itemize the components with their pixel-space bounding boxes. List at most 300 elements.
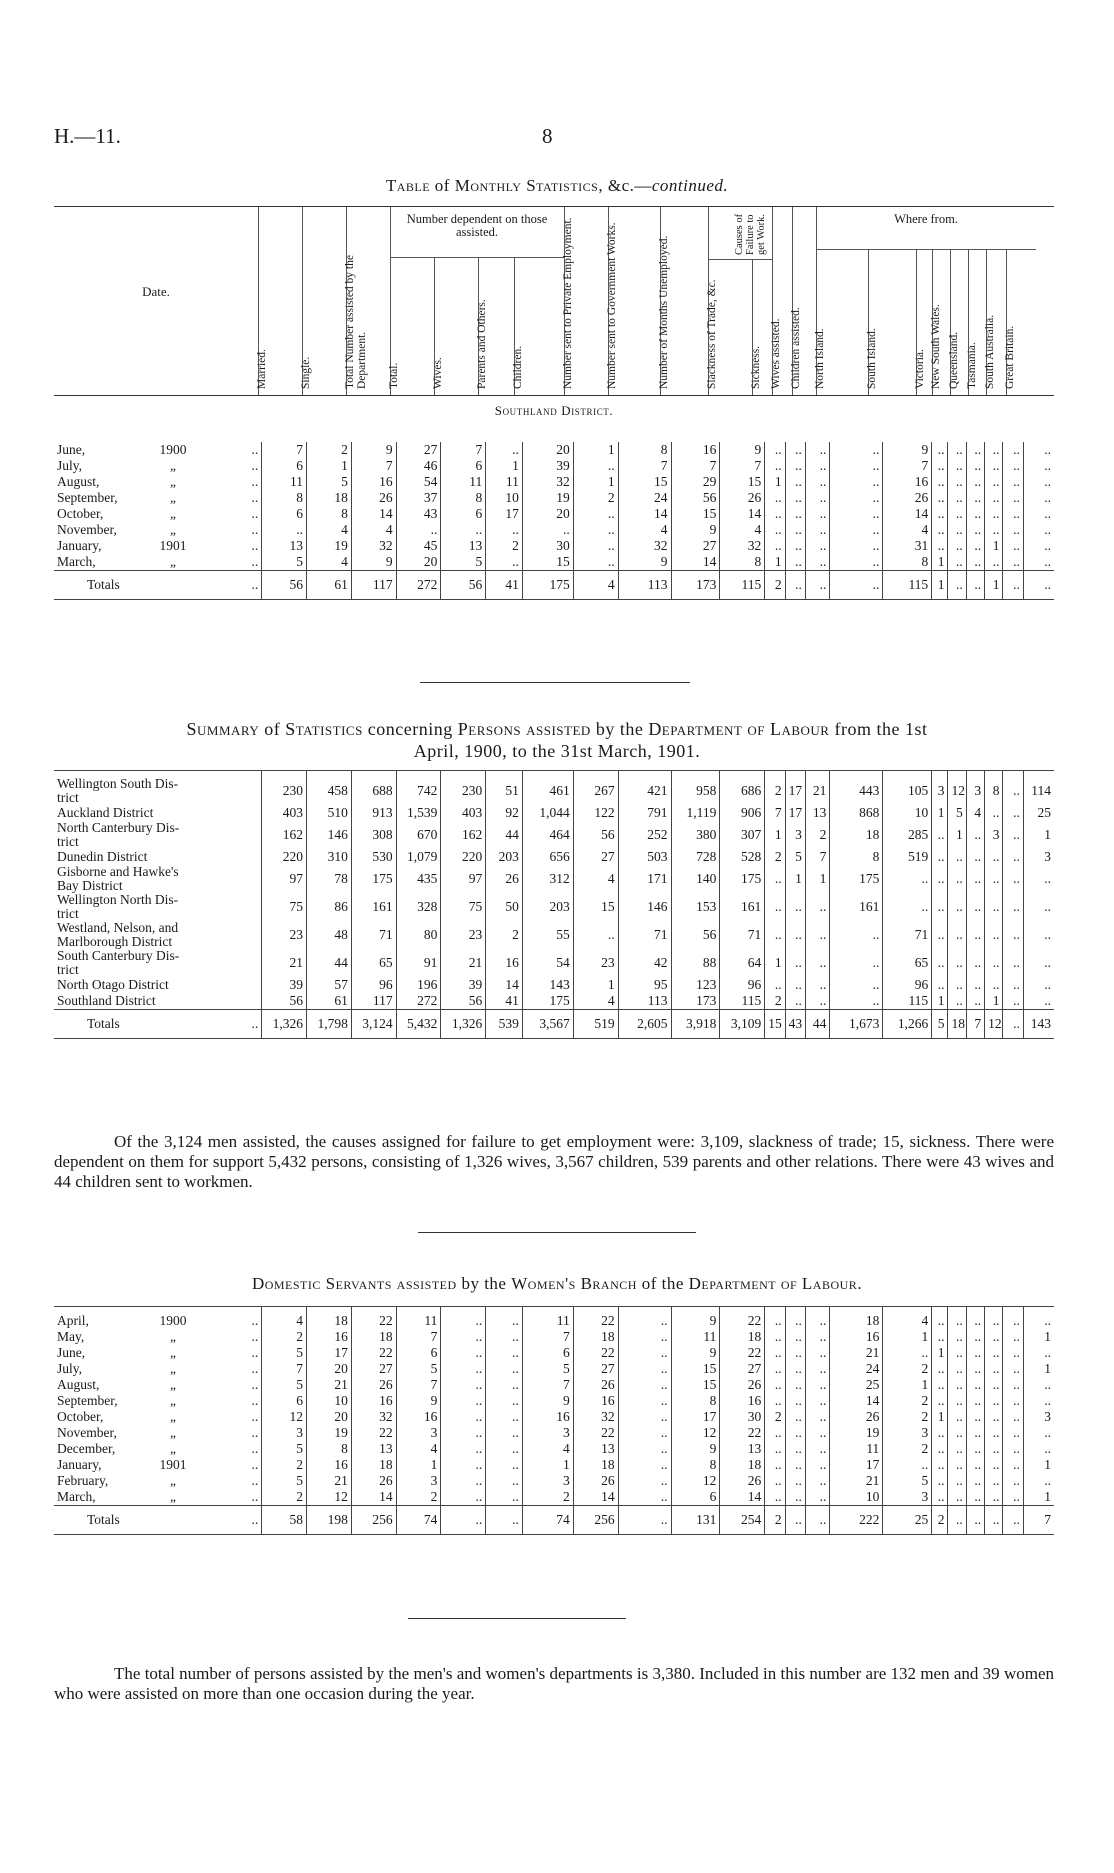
row-label: March, „ .. xyxy=(54,554,262,571)
table-cell: 1 xyxy=(573,474,618,490)
table-cell: .. xyxy=(985,1307,1003,1330)
header-label: Wives. xyxy=(432,357,444,389)
table-cell: 61 xyxy=(307,571,352,600)
table-cell: .. xyxy=(262,522,307,538)
table-cell: 7 xyxy=(396,1377,441,1393)
table-cell: 2 xyxy=(765,771,785,806)
table-cell: .. xyxy=(966,1393,984,1409)
row-label: Southland District xyxy=(54,993,262,1010)
table-cell: 4 xyxy=(618,522,671,538)
table-cell: .. xyxy=(805,554,829,571)
table-cell: 8 xyxy=(307,506,352,522)
district-row xyxy=(54,893,1054,921)
table-cell: .. xyxy=(765,522,785,538)
table-cell: .. xyxy=(932,474,948,490)
table-cell: .. xyxy=(805,1377,829,1393)
table-cell: .. xyxy=(1003,949,1023,977)
table-cell: 958 xyxy=(671,771,720,806)
table-cell: 21 xyxy=(805,771,829,806)
row-label: July, „ .. xyxy=(57,1361,259,1376)
table-cell: 16 xyxy=(573,1393,618,1409)
table-cell: 2 xyxy=(765,571,785,600)
table-cell: .. xyxy=(618,1473,671,1489)
table-cell: 2 xyxy=(486,921,523,949)
table-cell: 15 xyxy=(618,474,671,490)
table-cell: 222 xyxy=(830,1506,883,1535)
table-cell: 9 xyxy=(396,1393,441,1409)
divider xyxy=(418,1232,696,1233)
table-cell: 30 xyxy=(522,538,573,554)
table-cell: .. xyxy=(765,490,785,506)
table-cell: .. xyxy=(985,1329,1003,1345)
month-row xyxy=(54,490,1054,506)
table-cell: 4 xyxy=(966,805,984,821)
table-cell: 220 xyxy=(441,849,486,865)
table-cell: .. xyxy=(966,893,984,921)
page-id: H.—11. xyxy=(54,124,121,148)
table-cell: 8 xyxy=(671,1457,720,1473)
table-cell: 310 xyxy=(307,849,352,865)
table-cell: 41 xyxy=(486,571,523,600)
table-cell: 1 xyxy=(805,865,829,893)
table-cell: 25 xyxy=(883,1506,932,1535)
month-row xyxy=(54,1457,1054,1473)
totals-row xyxy=(54,571,1054,600)
header-col-dep_total xyxy=(390,257,435,395)
table-cell: .. xyxy=(805,538,829,554)
table-cell: 13 xyxy=(441,538,486,554)
header-label: Great Britain. xyxy=(1004,325,1016,389)
table-cell: 17 xyxy=(486,506,523,522)
table-cell: 3,109 xyxy=(720,1010,765,1039)
table-cell: 9 xyxy=(671,522,720,538)
district-row xyxy=(54,865,1054,893)
table-cell: 54 xyxy=(522,949,573,977)
table-cell: .. xyxy=(785,893,805,921)
table-cell: .. xyxy=(966,1329,984,1345)
table-cell: .. xyxy=(573,538,618,554)
table-cell: 464 xyxy=(522,821,573,849)
table-cell: .. xyxy=(932,977,948,993)
table-cell: .. xyxy=(805,1489,829,1506)
table-cell: .. xyxy=(1003,506,1023,522)
table-cell: 7 xyxy=(262,1361,307,1377)
table-cell: .. xyxy=(932,1425,948,1441)
table-cell: .. xyxy=(985,554,1003,571)
table-cell: 4 xyxy=(262,1307,307,1330)
table-cell: 8 xyxy=(985,771,1003,806)
table-cell: .. xyxy=(830,554,883,571)
table-cell: .. xyxy=(1003,821,1023,849)
table-cell: 20 xyxy=(522,442,573,458)
table-cell: .. xyxy=(765,1393,785,1409)
table-cell: 153 xyxy=(671,893,720,921)
table-cell: .. xyxy=(1003,893,1023,921)
table-cell: 162 xyxy=(441,821,486,849)
table-cell: .. xyxy=(573,458,618,474)
table-cell: 56 xyxy=(671,490,720,506)
table-cell: 56 xyxy=(441,571,486,600)
table-cell: .. xyxy=(830,506,883,522)
table-cell: 10 xyxy=(307,1393,352,1409)
table-cell: 1,539 xyxy=(396,805,441,821)
table-cell: 7 xyxy=(966,1010,984,1039)
table-cell: .. xyxy=(1003,522,1023,538)
table-cell: 55 xyxy=(522,921,573,949)
table-cell: .. xyxy=(985,1441,1003,1457)
table-cell: .. xyxy=(618,1457,671,1473)
table-cell: .. xyxy=(785,1473,805,1489)
table-cell: .. xyxy=(966,1425,984,1441)
table-cell: 29 xyxy=(671,474,720,490)
table-cell: .. xyxy=(785,977,805,993)
table-cell: 2 xyxy=(486,538,523,554)
table-cell: .. xyxy=(785,1409,805,1425)
table-cell: .. xyxy=(441,1329,486,1345)
table-cell: .. xyxy=(932,1473,948,1489)
table-cell: .. xyxy=(948,949,966,977)
table-cell: .. xyxy=(985,474,1003,490)
table-cell: .. xyxy=(948,865,966,893)
table-cell: .. xyxy=(966,458,984,474)
table-cell: .. xyxy=(966,1377,984,1393)
table-cell: 15 xyxy=(671,1377,720,1393)
table-cell: 146 xyxy=(618,893,671,921)
table-cell: .. xyxy=(932,442,948,458)
table-cell: 256 xyxy=(573,1506,618,1535)
table-cell: .. xyxy=(1023,1345,1054,1361)
table-cell: 1 xyxy=(486,458,523,474)
table-cell: .. xyxy=(765,1329,785,1345)
table-cell: 1 xyxy=(883,1377,932,1393)
table-cell: 2 xyxy=(932,1506,948,1535)
table-cell: 272 xyxy=(396,571,441,600)
table-cell: 13 xyxy=(262,538,307,554)
table-cell: .. xyxy=(932,1329,948,1345)
table-cell: 14 xyxy=(883,506,932,522)
table-cell: .. xyxy=(1023,571,1054,600)
table-cell: 230 xyxy=(262,771,307,806)
table-cell: 21 xyxy=(307,1377,352,1393)
table-cell: 528 xyxy=(720,849,765,865)
table-cell: 5 xyxy=(307,474,352,490)
table-cell: 20 xyxy=(307,1409,352,1425)
table-cell: .. xyxy=(1003,1329,1023,1345)
table-cell: .. xyxy=(486,1473,523,1489)
table-cell: 22 xyxy=(351,1345,396,1361)
month-row xyxy=(54,1361,1054,1377)
table-cell: 4 xyxy=(573,865,618,893)
table-cell: .. xyxy=(486,1506,523,1535)
table-cell: 16 xyxy=(720,1393,765,1409)
table-cell: 17 xyxy=(785,771,805,806)
table-cell: 14 xyxy=(671,554,720,571)
table-cell: 8 xyxy=(720,554,765,571)
table-cell: .. xyxy=(966,474,984,490)
table-cell: 44 xyxy=(307,949,352,977)
table-cell: 1 xyxy=(948,821,966,849)
table-cell: 8 xyxy=(671,1393,720,1409)
table-cell: 8 xyxy=(830,849,883,865)
table-cell: .. xyxy=(1023,1377,1054,1393)
table-cell: 252 xyxy=(618,821,671,849)
table-cell: .. xyxy=(805,1457,829,1473)
table-cell: 24 xyxy=(830,1361,883,1377)
table-cell: 18 xyxy=(720,1457,765,1473)
table-cell: 39 xyxy=(441,977,486,993)
table-cell: 11 xyxy=(486,474,523,490)
table-cell: .. xyxy=(966,1441,984,1457)
table-cell: .. xyxy=(441,1473,486,1489)
table-cell: 906 xyxy=(720,805,765,821)
table-cell: .. xyxy=(932,1393,948,1409)
table-cell: 5 xyxy=(785,849,805,865)
table-cell: 143 xyxy=(1023,1010,1054,1039)
table-cell: .. xyxy=(805,522,829,538)
divider xyxy=(420,682,690,683)
header-col-wives xyxy=(434,257,479,395)
table-cell: .. xyxy=(1023,458,1054,474)
table-cell: 267 xyxy=(573,771,618,806)
table-cell: .. xyxy=(985,1506,1003,1535)
table-cell: .. xyxy=(966,571,984,600)
summary-paragraph: Of the 3,124 men assisted, the causes assigned for failure to get employment were: 3,109, slackness of trade; 15, sickness. There were dependent on them for support 5,432 persons, consisting of 1,326 wives, 3,567 children, 539 parents and other relations. There were 43 wives and 44 children sent to workmen. xyxy=(54,1132,1054,1191)
table-cell: .. xyxy=(1003,1473,1023,1489)
row-label: Gisborne and Hawke's Bay District xyxy=(57,865,179,893)
table-cell: 312 xyxy=(522,865,573,893)
table-cell: 1 xyxy=(932,805,948,821)
month-row xyxy=(54,1307,1054,1330)
table-cell: 9 xyxy=(671,1307,720,1330)
table-cell: 443 xyxy=(830,771,883,806)
table2-title xyxy=(0,718,1114,762)
table-cell: .. xyxy=(618,1409,671,1425)
header-dependent-group-edge xyxy=(390,207,391,257)
table-cell: .. xyxy=(765,458,785,474)
table-cell: 2 xyxy=(396,1489,441,1506)
table-cell: 27 xyxy=(671,538,720,554)
table-cell: 1,119 xyxy=(671,805,720,821)
table-cell: .. xyxy=(486,1489,523,1506)
table-cell: 143 xyxy=(522,977,573,993)
table-cell: .. xyxy=(948,1393,966,1409)
table-cell: 175 xyxy=(522,993,573,1010)
table-cell: .. xyxy=(932,893,948,921)
month-row xyxy=(54,1377,1054,1393)
table-cell: 41 xyxy=(486,993,523,1010)
table-cell: 175 xyxy=(522,571,573,600)
month-row xyxy=(54,1393,1054,1409)
table-cell: 96 xyxy=(351,977,396,993)
table-cell: .. xyxy=(932,921,948,949)
table-cell: 57 xyxy=(307,977,352,993)
table-cell: 43 xyxy=(396,506,441,522)
table-cell: .. xyxy=(1003,805,1023,821)
table-cell: .. xyxy=(1023,921,1054,949)
table-cell: .. xyxy=(805,1361,829,1377)
table-cell: 123 xyxy=(671,977,720,993)
summary-statistics-table xyxy=(54,770,1054,1039)
table-cell: 3 xyxy=(522,1425,573,1441)
table-cell: .. xyxy=(441,1361,486,1377)
table-cell: 21 xyxy=(307,1473,352,1489)
header-col-north_island xyxy=(816,249,869,395)
table-cell: .. xyxy=(486,1377,523,1393)
table-cell: .. xyxy=(932,458,948,474)
table-cell: .. xyxy=(948,1307,966,1330)
table-cell: .. xyxy=(1003,554,1023,571)
table-cell: 18 xyxy=(830,821,883,849)
table-cell: 12 xyxy=(671,1473,720,1489)
table-cell: 1 xyxy=(985,993,1003,1010)
table-cell: 1,266 xyxy=(883,1010,932,1039)
month-row xyxy=(54,538,1054,554)
table-cell: 16 xyxy=(307,1457,352,1473)
table-cell: .. xyxy=(1003,1393,1023,1409)
table-cell: .. xyxy=(966,554,984,571)
table-cell: 12 xyxy=(262,1409,307,1425)
table-cell: 8 xyxy=(307,1441,352,1457)
table-cell: 7 xyxy=(765,805,785,821)
table-cell: .. xyxy=(441,1457,486,1473)
month-row xyxy=(54,1489,1054,1506)
table-cell: .. xyxy=(785,571,805,600)
table-cell: .. xyxy=(785,1393,805,1409)
table-cell: .. xyxy=(1023,538,1054,554)
table-cell: 254 xyxy=(720,1506,765,1535)
table-cell: 791 xyxy=(618,805,671,821)
table-cell: 7 xyxy=(618,458,671,474)
table-cell: .. xyxy=(985,1457,1003,1473)
table-cell: 10 xyxy=(486,490,523,506)
table-cell: 26 xyxy=(573,1377,618,1393)
table-cell: .. xyxy=(1003,571,1023,600)
table-cell: 2 xyxy=(883,1361,932,1377)
table-cell: .. xyxy=(765,893,785,921)
table-cell: .. xyxy=(966,1345,984,1361)
table-cell: 26 xyxy=(720,490,765,506)
header-label: Number of Months Unemployed. xyxy=(658,235,670,389)
table-cell: 16 xyxy=(351,1393,396,1409)
table-cell: .. xyxy=(805,1307,829,1330)
table-cell: 1 xyxy=(765,554,785,571)
table-cell: .. xyxy=(785,949,805,977)
table-cell: 2 xyxy=(573,490,618,506)
table-cell: 198 xyxy=(307,1506,352,1535)
table-cell: 670 xyxy=(396,821,441,849)
table-cell: .. xyxy=(1023,1425,1054,1441)
table-cell: .. xyxy=(966,849,984,865)
table-cell: .. xyxy=(785,993,805,1010)
table-cell: 1,326 xyxy=(262,1010,307,1039)
header-label: Slackness of Trade, &c. xyxy=(706,279,718,389)
table-cell: .. xyxy=(985,490,1003,506)
table-cell: 146 xyxy=(307,821,352,849)
table-cell: 3 xyxy=(883,1425,932,1441)
table-cell: .. xyxy=(932,821,948,849)
table-cell: 9 xyxy=(671,1441,720,1457)
table-cell: 13 xyxy=(351,1441,396,1457)
header-label: Sickness. xyxy=(750,345,762,389)
header-label: South Australia. xyxy=(984,314,996,389)
table-cell: .. xyxy=(966,865,984,893)
table-cell: .. xyxy=(1023,1307,1054,1330)
table-cell: 742 xyxy=(396,771,441,806)
table-cell: 114 xyxy=(1023,771,1054,806)
header-causes-group xyxy=(708,209,772,257)
row-label: March, „ .. xyxy=(54,1489,262,1506)
table-cell: .. xyxy=(830,571,883,600)
table-cell: 3,918 xyxy=(671,1010,720,1039)
table-cell: 175 xyxy=(720,865,765,893)
table-cell: 27 xyxy=(573,849,618,865)
table-cell: 25 xyxy=(1023,805,1054,821)
table2-title-line1: Summary of Statistics concerning Persons assisted by the Department of Labour from the 1st xyxy=(186,719,928,739)
table1-title: Table of Monthly Statistics, &c.—continued. xyxy=(385,176,729,195)
header-label: Parents and Others. xyxy=(476,299,488,389)
table-cell: .. xyxy=(985,1345,1003,1361)
table-cell: 5,432 xyxy=(396,1010,441,1039)
table-cell: .. xyxy=(1003,921,1023,949)
table-cell: 5 xyxy=(262,1377,307,1393)
table-cell: 230 xyxy=(441,771,486,806)
header-dependent-group: Number dependent on those assisted. xyxy=(406,212,548,239)
table-cell: .. xyxy=(985,458,1003,474)
table-cell: .. xyxy=(1023,522,1054,538)
table-cell: .. xyxy=(785,1506,805,1535)
table-cell: .. xyxy=(985,805,1003,821)
table-cell: 5 xyxy=(883,1473,932,1489)
table-cell: 64 xyxy=(720,949,765,977)
table-cell: .. xyxy=(805,458,829,474)
table-cell: .. xyxy=(618,1361,671,1377)
table-cell: 113 xyxy=(618,993,671,1010)
table-cell: 3 xyxy=(396,1425,441,1441)
table-cell: 519 xyxy=(573,1010,618,1039)
table-cell: 56 xyxy=(441,993,486,1010)
table-cell: 65 xyxy=(883,949,932,977)
row-label: January, 1901 .. xyxy=(57,538,259,553)
table-cell: 5 xyxy=(948,805,966,821)
table-cell: .. xyxy=(948,554,966,571)
header-col-slackness xyxy=(708,259,753,395)
table-cell: .. xyxy=(765,1345,785,1361)
table-cell: .. xyxy=(805,506,829,522)
table-cell: 8 xyxy=(441,490,486,506)
table-cell: .. xyxy=(765,1361,785,1377)
table-cell: 20 xyxy=(396,554,441,571)
table-cell: 122 xyxy=(573,805,618,821)
table-cell: .. xyxy=(985,849,1003,865)
table-cell: .. xyxy=(765,1425,785,1441)
table-cell: 14 xyxy=(720,1489,765,1506)
table-cell: .. xyxy=(1003,849,1023,865)
table-cell: .. xyxy=(785,554,805,571)
table-cell: .. xyxy=(765,977,785,993)
table-cell: .. xyxy=(785,1425,805,1441)
table-cell: .. xyxy=(985,865,1003,893)
table-cell: 1 xyxy=(932,554,948,571)
district-row xyxy=(54,949,1054,977)
table-cell: 26 xyxy=(720,1473,765,1489)
table-cell: .. xyxy=(765,1377,785,1393)
table-cell: .. xyxy=(805,1329,829,1345)
table-cell: 403 xyxy=(262,805,307,821)
table-cell: .. xyxy=(618,1441,671,1457)
table-cell: .. xyxy=(1023,474,1054,490)
table-cell: 1 xyxy=(1023,1329,1054,1345)
table-cell: 17 xyxy=(307,1345,352,1361)
